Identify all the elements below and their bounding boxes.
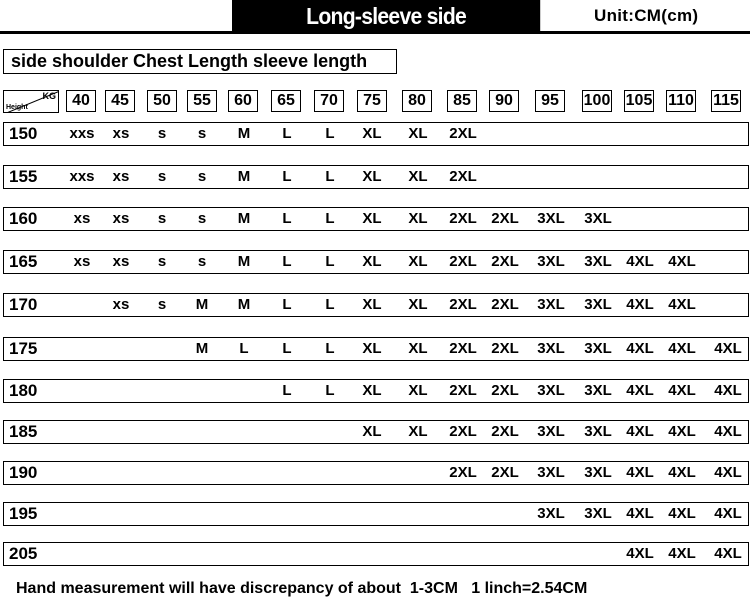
height-label: 165 [9,252,38,271]
size-cell: L [282,253,292,270]
size-cell: 3XL [584,423,612,440]
size-cell: L [325,296,335,313]
size-cell: L [282,210,292,227]
size-cell: 2XL [491,382,519,399]
size-cell: s [157,168,167,185]
size-cell: xs [112,125,130,142]
weight-header-cell: 110 [666,90,696,112]
size-cell: L [325,382,335,399]
size-cell: xs [112,210,130,227]
height-label: 155 [9,167,38,186]
weight-axis-label: KG [42,91,56,101]
size-cell: 2XL [449,253,477,270]
height-label: 185 [9,422,38,441]
size-cell: 3XL [584,253,612,270]
weight-header-cell: 115 [711,90,741,112]
size-cell: xxs [69,125,95,142]
size-cell: 4XL [668,505,696,522]
size-cell: 3XL [537,253,565,270]
height-label: 180 [9,381,38,400]
size-cell: 4XL [668,382,696,399]
size-cell: s [157,125,167,142]
size-cell: XL [408,423,428,440]
size-cell: 3XL [537,210,565,227]
size-cell: 4XL [668,423,696,440]
weight-header-cell: 105 [624,90,654,112]
size-cell: XL [362,168,382,185]
size-cell: 4XL [714,545,742,562]
size-cell: 3XL [537,464,565,481]
size-cell: 2XL [491,296,519,313]
size-cell: XL [408,296,428,313]
size-cell: s [197,253,207,270]
height-label: 150 [9,124,38,143]
size-cell: 3XL [537,340,565,357]
height-label: 205 [9,544,38,563]
size-cell: s [157,296,167,313]
size-cell: XL [362,125,382,142]
size-cell: s [157,253,167,270]
size-cell: L [325,125,335,142]
size-cell: XL [408,125,428,142]
size-cell: L [282,125,292,142]
size-cell: s [157,210,167,227]
size-cell: M [237,210,251,227]
weight-header-cell: 65 [271,90,301,112]
size-cell: 4XL [626,423,654,440]
size-cell: M [195,296,209,313]
weight-header-cell: 50 [147,90,177,112]
size-cell: XL [408,168,428,185]
size-cell: 4XL [668,464,696,481]
size-cell: XL [362,210,382,227]
size-cell: M [237,253,251,270]
size-cell: 2XL [449,340,477,357]
size-cell: L [282,382,292,399]
size-cell: 3XL [584,296,612,313]
weight-header-cell: 85 [447,90,477,112]
size-cell: xs [112,296,130,313]
size-cell: L [282,340,292,357]
size-cell: 4XL [626,464,654,481]
size-cell: XL [362,253,382,270]
size-cell: 4XL [626,545,654,562]
size-cell: 3XL [584,382,612,399]
size-cell: xs [73,253,91,270]
size-cell: 2XL [449,423,477,440]
size-cell: 4XL [668,296,696,313]
size-cell: 2XL [449,210,477,227]
size-cell: 3XL [537,382,565,399]
size-cell: 4XL [668,253,696,270]
height-label: 160 [9,209,38,228]
weight-header-cell: 40 [66,90,96,112]
size-cell: 3XL [584,505,612,522]
size-cell: L [325,210,335,227]
weight-header-cell: 70 [314,90,344,112]
corner-header-cell [3,90,59,113]
size-cell: 2XL [491,210,519,227]
size-cell: 4XL [714,340,742,357]
size-cell: XL [362,382,382,399]
size-cell: 4XL [668,545,696,562]
size-cell: 4XL [714,505,742,522]
height-axis-label: Height [6,104,28,111]
size-cell: xs [73,210,91,227]
size-cell: M [237,296,251,313]
size-cell: xs [112,253,130,270]
footer-note: Hand measurement will have discrepancy of about 1-3CM 1 linch=2.54CM [16,580,588,597]
size-cell: L [239,340,249,357]
size-cell: M [195,340,209,357]
size-cell: 3XL [584,210,612,227]
size-cell: XL [408,210,428,227]
size-cell: 2XL [449,168,477,185]
size-cell: s [197,168,207,185]
size-cell: 4XL [626,505,654,522]
chart-title: Long-sleeve side recommendation tale [232,0,540,34]
size-cell: 2XL [491,340,519,357]
weight-header-cell: 75 [357,90,387,112]
size-cell: 2XL [449,382,477,399]
weight-header-cell: 55 [187,90,217,112]
size-cell: 4XL [626,253,654,270]
size-cell: 4XL [626,382,654,399]
size-cell: XL [362,423,382,440]
size-cell: 4XL [714,423,742,440]
size-cell: 2XL [449,125,477,142]
height-label: 190 [9,463,38,482]
size-cell: M [237,125,251,142]
measurement-header: side shoulder Chest Length sleeve length [3,49,397,74]
size-cell: 3XL [584,464,612,481]
size-cell: 3XL [537,423,565,440]
size-cell: 4XL [626,296,654,313]
size-cell: 2XL [491,253,519,270]
weight-header-cell: 90 [489,90,519,112]
size-cell: 2XL [491,423,519,440]
size-cell: xxs [69,168,95,185]
size-cell: 3XL [584,340,612,357]
size-cell: 2XL [449,464,477,481]
height-label: 195 [9,504,38,523]
size-cell: M [237,168,251,185]
size-cell: 3XL [537,505,565,522]
size-cell: 4XL [714,382,742,399]
size-cell: L [325,340,335,357]
weight-header-cell: 45 [105,90,135,112]
size-cell: 4XL [668,340,696,357]
size-cell: L [282,296,292,313]
size-cell: xs [112,168,130,185]
height-label: 170 [9,295,38,314]
size-cell: L [325,253,335,270]
title-rule [0,31,750,34]
size-cell: s [197,210,207,227]
unit-label: Unit:CM(cm) [594,6,699,25]
height-label: 175 [9,339,38,358]
size-cell: L [282,168,292,185]
size-cell: L [325,168,335,185]
size-cell: 4XL [714,464,742,481]
weight-header-cell: 95 [535,90,565,112]
size-cell: 3XL [537,296,565,313]
size-cell: XL [408,340,428,357]
size-cell: XL [408,382,428,399]
weight-header-cell: 60 [228,90,258,112]
size-cell: s [197,125,207,142]
size-cell: 4XL [626,340,654,357]
size-cell: XL [408,253,428,270]
size-cell: 2XL [449,296,477,313]
size-cell: XL [362,296,382,313]
weight-header-cell: 80 [402,90,432,112]
size-cell: XL [362,340,382,357]
size-cell: 2XL [491,464,519,481]
weight-header-cell: 100 [582,90,612,112]
